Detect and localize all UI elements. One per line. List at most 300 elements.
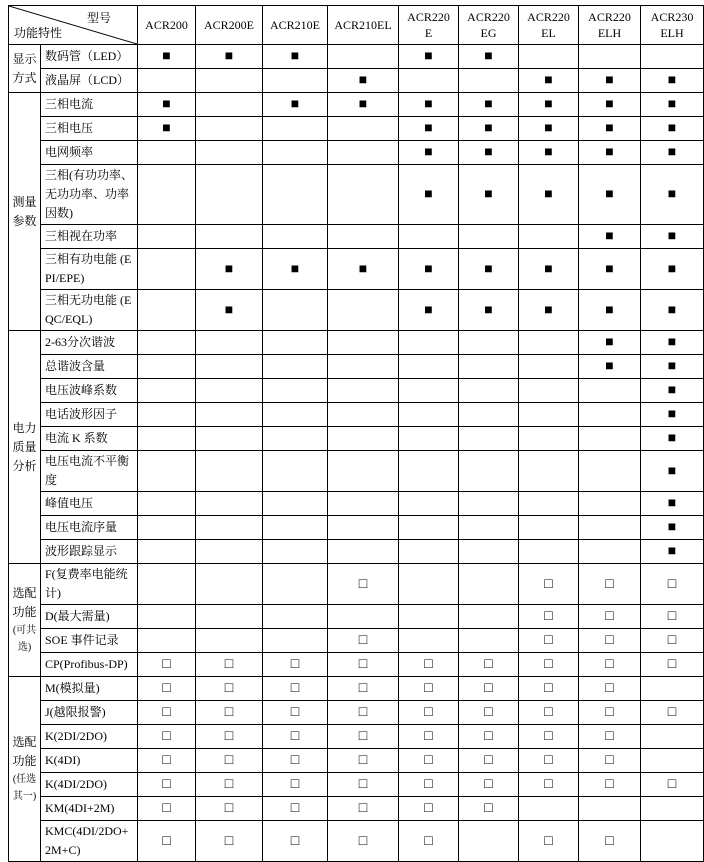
empty-cell [328,45,399,69]
hollow-square-cell: □ [519,725,579,749]
table-row [9,540,704,564]
group-label-cell [9,93,41,331]
hollow-square-cell: □ [263,677,328,701]
filled-square-cell: ■ [579,290,641,331]
hollow-square-cell: □ [459,701,519,725]
empty-cell [196,492,263,516]
feature-label: F(复费率电能统计) [41,564,138,605]
model-column-header [399,6,459,45]
hollow-square-cell: □ [459,677,519,701]
hollow-square-cell: □ [196,797,263,821]
empty-cell [196,355,263,379]
model-name-line: ACR210E [269,18,320,32]
filled-square-cell: ■ [641,516,704,540]
filled-square-cell: ■ [459,249,519,290]
feature-label: 三相电压 [41,117,138,141]
hollow-square-cell: □ [138,749,196,773]
empty-cell [196,605,263,629]
hollow-square-cell: □ [138,797,196,821]
empty-cell [399,69,459,93]
empty-cell [263,117,328,141]
hollow-square-cell: □ [519,701,579,725]
hollow-square-cell: □ [138,821,196,862]
table-row [9,701,704,725]
empty-cell [196,69,263,93]
empty-cell [263,69,328,93]
hollow-square-cell: □ [399,701,459,725]
filled-square-cell: ■ [459,141,519,165]
filled-square-cell: ■ [399,45,459,69]
hollow-square-cell: □ [519,629,579,653]
feature-label: K(2DI/2DO) [41,725,138,749]
hollow-square-cell: □ [459,749,519,773]
table-row [9,331,704,355]
filled-square-cell: ■ [459,45,519,69]
model-name-line: ACR220 [588,10,631,24]
model-name-line: ELH [597,26,622,40]
empty-cell [263,141,328,165]
model-name-line: EL [541,26,556,40]
hollow-square-cell: □ [196,701,263,725]
empty-cell [263,516,328,540]
empty-cell [196,427,263,451]
filled-square-cell: ■ [641,379,704,403]
feature-label: J(越限报警) [41,701,138,725]
empty-cell [399,331,459,355]
empty-cell [399,492,459,516]
hollow-square-cell: □ [519,821,579,862]
filled-square-cell: ■ [641,225,704,249]
empty-cell [328,427,399,451]
table-row [9,821,704,862]
empty-cell [138,331,196,355]
hollow-square-cell: □ [328,653,399,677]
filled-square-cell: ■ [138,117,196,141]
hollow-square-cell: □ [399,677,459,701]
feature-label: 三相无功电能 (EQC/EQL) [41,290,138,331]
table-row [9,290,704,331]
feature-label: 三相电流 [41,93,138,117]
feature-label: 三相有功电能 (EPI/EPE) [41,249,138,290]
empty-cell [196,564,263,605]
empty-cell [138,141,196,165]
hollow-square-cell: □ [459,773,519,797]
hollow-square-cell: □ [579,605,641,629]
hollow-square-cell: □ [519,605,579,629]
filled-square-cell: ■ [263,45,328,69]
hollow-square-cell: □ [459,653,519,677]
feature-label: 三相视在功率 [41,225,138,249]
hollow-square-cell: □ [328,629,399,653]
empty-cell [579,540,641,564]
table-row [9,677,704,701]
empty-cell [579,492,641,516]
filled-square-cell: ■ [328,249,399,290]
hollow-square-cell: □ [519,564,579,605]
empty-cell [263,629,328,653]
empty-cell [459,540,519,564]
empty-cell [459,821,519,862]
group-label-cell [9,45,41,93]
hollow-square-cell: □ [641,701,704,725]
table-row [9,69,704,93]
empty-cell [328,605,399,629]
hollow-square-cell: □ [328,797,399,821]
empty-cell [641,821,704,862]
model-name-line: ACR210EL [334,18,392,32]
empty-cell [328,165,399,225]
empty-cell [138,69,196,93]
hollow-square-cell: □ [579,701,641,725]
empty-cell [519,427,579,451]
group-label-cell [9,564,41,677]
feature-comparison-table [8,5,704,862]
hollow-square-cell: □ [328,725,399,749]
filled-square-cell: ■ [328,93,399,117]
table-row [9,225,704,249]
empty-cell [328,117,399,141]
hollow-square-cell: □ [138,701,196,725]
hollow-square-cell: □ [399,773,459,797]
hollow-square-cell: □ [641,773,704,797]
filled-square-cell: ■ [579,331,641,355]
empty-cell [399,403,459,427]
empty-cell [399,564,459,605]
hollow-square-cell: □ [399,749,459,773]
empty-cell [459,331,519,355]
empty-cell [196,117,263,141]
filled-square-cell: ■ [641,165,704,225]
empty-cell [399,451,459,492]
group-label-cell [9,331,41,564]
model-name-line: ACR220 [467,10,510,24]
empty-cell [519,516,579,540]
model-column-header [579,6,641,45]
empty-cell [138,403,196,427]
model-column-header [519,6,579,45]
table-row [9,165,704,225]
filled-square-cell: ■ [641,117,704,141]
empty-cell [519,45,579,69]
filled-square-cell: ■ [641,427,704,451]
hollow-square-cell: □ [579,629,641,653]
model-name-line: ACR220 [407,10,450,24]
hollow-square-cell: □ [138,725,196,749]
filled-square-cell: ■ [641,69,704,93]
hollow-square-cell: □ [196,653,263,677]
filled-square-cell: ■ [641,331,704,355]
hollow-square-cell: □ [641,564,704,605]
empty-cell [459,629,519,653]
table-row [9,379,704,403]
filled-square-cell: ■ [138,93,196,117]
hollow-square-cell: □ [459,725,519,749]
hollow-square-cell: □ [399,797,459,821]
empty-cell [263,451,328,492]
hollow-square-cell: □ [263,653,328,677]
empty-cell [579,403,641,427]
feature-label: 电压波峰系数 [41,379,138,403]
empty-cell [519,331,579,355]
filled-square-cell: ■ [519,290,579,331]
filled-square-cell: ■ [263,249,328,290]
empty-cell [328,403,399,427]
hollow-square-cell: □ [196,749,263,773]
hollow-square-cell: □ [328,749,399,773]
feature-label: 电压电流序量 [41,516,138,540]
table-row [9,355,704,379]
hollow-square-cell: □ [196,725,263,749]
feature-label: K(4DI) [41,749,138,773]
feature-label: SOE 事件记录 [41,629,138,653]
filled-square-cell: ■ [579,117,641,141]
model-name-line: EG [480,26,497,40]
hollow-square-cell: □ [399,653,459,677]
empty-cell [399,427,459,451]
empty-cell [263,564,328,605]
empty-cell [519,403,579,427]
hollow-square-cell: □ [579,773,641,797]
empty-cell [138,225,196,249]
empty-cell [579,45,641,69]
filled-square-cell: ■ [641,451,704,492]
feature-label: 液晶屏（LCD） [41,69,138,93]
corner-header-cell [9,6,138,45]
empty-cell [328,141,399,165]
hollow-square-cell: □ [519,749,579,773]
filled-square-cell: ■ [641,290,704,331]
feature-label: 峰值电压 [41,492,138,516]
group-label: 测量参数 [12,194,37,228]
hollow-square-cell: □ [263,725,328,749]
group-label: 电力质量分析 [12,420,37,473]
empty-cell [328,492,399,516]
feature-label: 波形跟踪显示 [41,540,138,564]
empty-cell [138,516,196,540]
filled-square-cell: ■ [641,141,704,165]
group-label: 选配功能 [12,586,37,619]
hollow-square-cell: □ [138,653,196,677]
filled-square-cell: ■ [579,93,641,117]
filled-square-cell: ■ [519,249,579,290]
hollow-square-cell: □ [579,564,641,605]
empty-cell [459,605,519,629]
empty-cell [519,492,579,516]
filled-square-cell: ■ [641,492,704,516]
hollow-square-cell: □ [399,725,459,749]
empty-cell [459,516,519,540]
hollow-square-cell: □ [328,821,399,862]
table-row [9,117,704,141]
feature-label: K(4DI/2DO) [41,773,138,797]
feature-label: 总谐波含量 [41,355,138,379]
empty-cell [138,355,196,379]
empty-cell [263,225,328,249]
empty-cell [138,451,196,492]
empty-cell [641,749,704,773]
empty-cell [641,797,704,821]
table-row [9,249,704,290]
empty-cell [459,379,519,403]
empty-cell [138,492,196,516]
empty-cell [263,290,328,331]
filled-square-cell: ■ [196,45,263,69]
feature-label: 三相(有功功率、无功功率、功率因数) [41,165,138,225]
model-column-header [459,6,519,45]
empty-cell [263,492,328,516]
empty-cell [138,605,196,629]
empty-cell [263,403,328,427]
empty-cell [263,379,328,403]
model-name-line: E [424,26,433,40]
empty-cell [328,540,399,564]
empty-cell [641,45,704,69]
table-row [9,653,704,677]
empty-cell [196,629,263,653]
empty-cell [328,331,399,355]
table-row [9,492,704,516]
filled-square-cell: ■ [579,249,641,290]
filled-square-cell: ■ [196,290,263,331]
table-row [9,773,704,797]
corner-label-model: 型号 [86,11,111,25]
filled-square-cell: ■ [459,117,519,141]
model-name-line: ACR230 [650,10,694,24]
empty-cell [196,540,263,564]
filled-square-cell: ■ [519,69,579,93]
empty-cell [138,540,196,564]
empty-cell [328,379,399,403]
empty-cell [328,516,399,540]
feature-label: 2-63分次谐波 [41,331,138,355]
filled-square-cell: ■ [459,290,519,331]
hollow-square-cell: □ [263,773,328,797]
filled-square-cell: ■ [641,355,704,379]
hollow-square-cell: □ [328,773,399,797]
filled-square-cell: ■ [579,165,641,225]
filled-square-cell: ■ [519,93,579,117]
hollow-square-cell: □ [519,653,579,677]
empty-cell [328,225,399,249]
empty-cell [263,165,328,225]
filled-square-cell: ■ [579,141,641,165]
empty-cell [196,331,263,355]
filled-square-cell: ■ [641,249,704,290]
filled-square-cell: ■ [138,45,196,69]
table-row [9,451,704,492]
filled-square-cell: ■ [641,540,704,564]
empty-cell [579,797,641,821]
empty-cell [459,403,519,427]
hollow-square-cell: □ [138,677,196,701]
group-note: (可共选) [12,625,37,653]
empty-cell [138,165,196,225]
group-label: 选配功能 [12,735,37,768]
empty-cell [263,331,328,355]
empty-cell [519,540,579,564]
filled-square-cell: ■ [459,93,519,117]
empty-cell [196,141,263,165]
empty-cell [138,629,196,653]
hollow-square-cell: □ [263,701,328,725]
empty-cell [328,451,399,492]
hollow-square-cell: □ [579,677,641,701]
empty-cell [328,355,399,379]
hollow-square-cell: □ [641,629,704,653]
feature-label: CP(Profibus-DP) [41,653,138,677]
filled-square-cell: ■ [196,249,263,290]
table-row [9,725,704,749]
empty-cell [399,629,459,653]
feature-label: 电话波形因子 [41,403,138,427]
model-name-line: ACR200 [145,18,188,32]
group-label: 显示方式 [12,51,37,85]
table-row [9,45,704,69]
filled-square-cell: ■ [579,355,641,379]
feature-label: 电流 K 系数 [41,427,138,451]
empty-cell [519,379,579,403]
table-row [9,141,704,165]
table-row [9,564,704,605]
hollow-square-cell: □ [196,677,263,701]
empty-cell [399,516,459,540]
header-row [9,6,704,45]
feature-label: D(最大需量) [41,605,138,629]
empty-cell [263,427,328,451]
feature-label: 数码管（LED） [41,45,138,69]
hollow-square-cell: □ [263,749,328,773]
filled-square-cell: ■ [641,93,704,117]
corner-label-features: 功能特性 [14,26,63,40]
filled-square-cell: ■ [399,141,459,165]
hollow-square-cell: □ [263,797,328,821]
empty-cell [196,516,263,540]
hollow-square-cell: □ [579,653,641,677]
model-column-header [641,6,704,45]
feature-label: 电压电流不平衡度 [41,451,138,492]
empty-cell [138,290,196,331]
filled-square-cell: ■ [399,165,459,225]
filled-square-cell: ■ [579,69,641,93]
hollow-square-cell: □ [579,749,641,773]
filled-square-cell: ■ [579,225,641,249]
empty-cell [519,451,579,492]
feature-label: KM(4DI+2M) [41,797,138,821]
table-row [9,93,704,117]
empty-cell [579,451,641,492]
empty-cell [459,225,519,249]
model-name-line: ACR200E [203,18,254,32]
hollow-square-cell: □ [138,773,196,797]
table-row [9,403,704,427]
hollow-square-cell: □ [459,797,519,821]
empty-cell [196,93,263,117]
filled-square-cell: ■ [519,165,579,225]
model-column-header [138,6,196,45]
empty-cell [459,355,519,379]
hollow-square-cell: □ [328,701,399,725]
empty-cell [399,540,459,564]
empty-cell [641,725,704,749]
empty-cell [138,427,196,451]
empty-cell [138,379,196,403]
hollow-square-cell: □ [579,725,641,749]
model-name-line: ELH [660,26,684,40]
table-row [9,797,704,821]
empty-cell [519,355,579,379]
empty-cell [579,516,641,540]
empty-cell [138,249,196,290]
